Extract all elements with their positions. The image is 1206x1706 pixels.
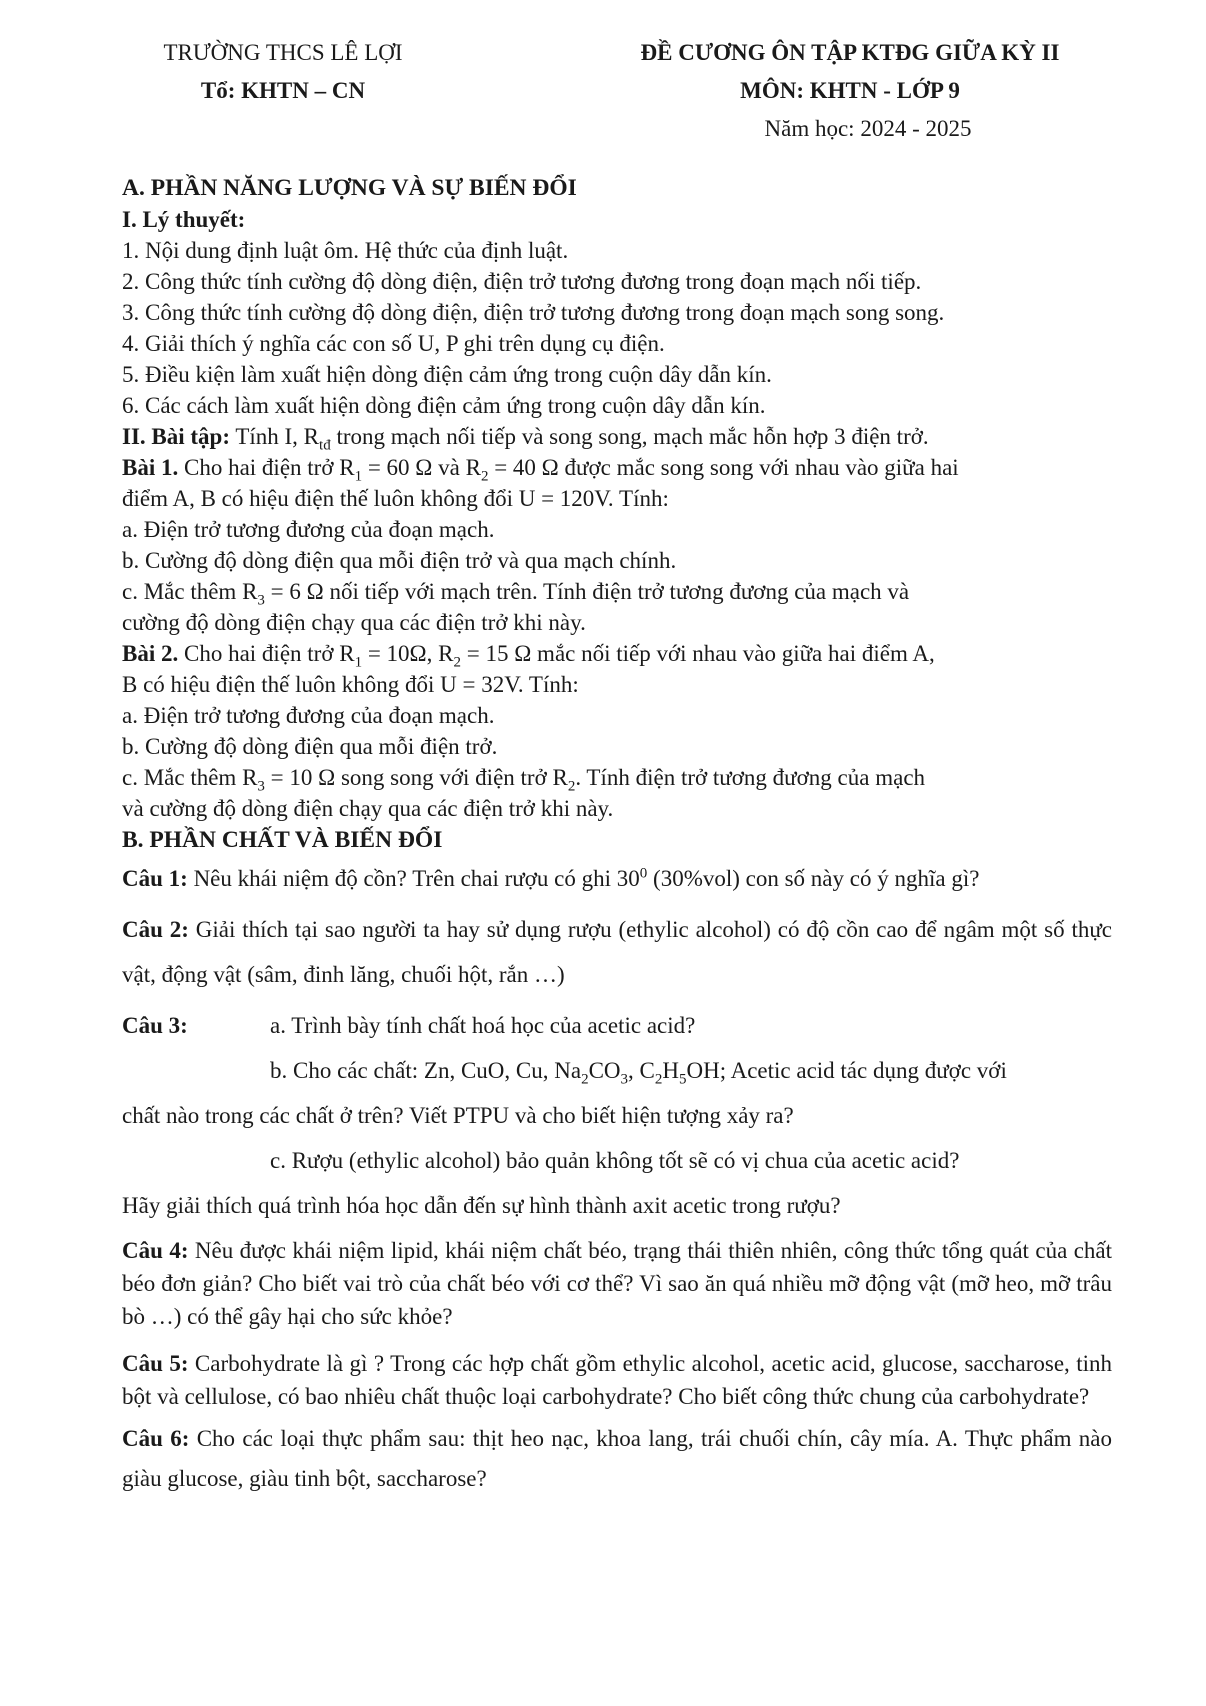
bai1-a: a. Điện trở tương đương của đoạn mạch. [122,517,495,542]
cau1 [122,856,1112,901]
subject-line: MÔN: KHTN - LỚP 9 [740,78,960,103]
exercise-intro-text-2: trong mạch nối tiếp và song song, mạch mắc hỗn hợp 3 điện trở. [330,424,929,449]
bai1-c-text: = 6 Ω nối tiếp với mạch trên. Tính điện trở tương đương của mạch và [264,579,910,604]
bai2-text: = 15 Ω mắc nối tiếp với nhau vào giữa hai điểm A, [460,641,935,666]
theory-item-4: 4. Giải thích ý nghĩa các con số U, P ghi trên dụng cụ điện. [122,331,665,356]
part-b [122,824,1112,1499]
cau3-c-line2: Hãy giải thích quá trình hóa học dẫn đến sự hình thành axit acetic trong rượu? [122,1193,841,1218]
cau2-text: Giải thích tại sao người ta hay sử dụng rượu (ethylic alcohol) có độ cồn cao để ngâm một số thực vật, động vật (sâm, đinh lăng, chuối hột, rắn …) [122,917,1113,987]
subscript: 1 [354,468,363,485]
bai2-c [122,762,1112,793]
exercise-heading: II. Bài tập: [122,424,230,449]
cau6-label: Câu 6: [122,1426,190,1451]
subscript: 2 [453,654,461,671]
bai2-line2: B có hiệu điện thế luôn không đổi U = 32V. Tính: [122,672,579,697]
cau6-text: Cho các loại thực phẩm sau: thịt heo nạc, khoa lang, trái chuối chín, cây mía. A. Thực phẩm nào giàu glucose, giàu tinh bột, saccharose? [122,1426,1113,1491]
cau3-a-text: a. Trình bày tính chất hoá học của acetic acid? [270,1013,696,1038]
superscript: 0 [639,865,648,882]
cau1-text: (30%vol) con số này có ý nghĩa gì? [647,866,980,891]
theory-item-5: 5. Điều kiện làm xuất hiện dòng điện cảm ứng trong cuộn dây dẫn kín. [122,362,772,387]
header-right [570,34,1130,148]
cau3-c: c. Rượu (ethylic alcohol) bảo quản không tốt sẽ có vị chua của acetic acid? [270,1148,960,1173]
school-year: Năm học: 2024 - 2025 [764,116,972,141]
cau3-b-text: H [662,1058,679,1083]
cau3-b-text: CO [588,1058,621,1083]
bai2-text: Cho hai điện trở R [178,641,355,666]
bai2-text: = 10Ω, R [362,641,454,666]
bai2-c-text: . Tính điện trở tương đương của mạch [575,765,926,790]
cau4-text: Nêu được khái niệm lipid, khái niệm chất béo, trạng thái thiên nhiên, công thức tổng quát của chất béo đơn giản? Cho biết vai trò của chất béo với cơ thể? Vì sao ăn quá nhiều mỡ động vật (mỡ heo, mỡ trâu bò …) có thể gây hại cho sức khỏe? [122,1238,1112,1329]
subscript: 3 [620,1071,629,1088]
exercise-intro-text: Tính I, R [230,424,320,449]
cau3-b [122,1048,1112,1093]
subscript: 5 [679,1071,687,1088]
subscript: 2 [581,1071,589,1088]
bai1-text: = 60 Ω và R [362,455,481,480]
bai2-c-line2: và cường độ dòng điện chạy qua các điện trở khi này. [122,796,614,821]
document-title: ĐỀ CƯƠNG ÔN TẬP KTĐG GIỮA KỲ II [640,40,1060,65]
bai2-line1 [122,638,1112,669]
cau6 [122,1419,1112,1499]
cau1-text: Nêu khái niệm độ cồn? Trên chai rượu có ghi 30 [187,866,640,891]
subscript: 3 [257,592,265,609]
cau5-label: Câu 5: [122,1351,189,1376]
subscript: 2 [567,778,576,795]
bai2-label: Bài 2. [122,641,179,666]
cau5 [122,1347,1112,1413]
bai1-c-line2: cường độ dòng điện chạy qua các điện trở khi này. [122,610,586,635]
subscript: 1 [354,654,363,671]
department: Tổ: KHTN – CN [200,78,366,103]
bai1-c [122,576,1112,607]
subscript: 3 [257,778,265,795]
bai1-c-text: c. Mắc thêm R [122,579,258,604]
cau5-text: Carbohydrate là gì ? Trong các hợp chất gồm ethylic alcohol, acetic acid, glucose, saccharose, tinh bột và cellulose, có bao nhiêu chất thuộc loại carbohydrate? Cho biết công thức chung của carbohydrate? [122,1351,1112,1409]
bai1-label: Bài 1. [122,455,179,480]
theory-item-2: 2. Công thức tính cường độ dòng điện, điện trở tương đương trong đoạn mạch nối tiếp. [122,269,922,294]
bai2-c-text: c. Mắc thêm R [122,765,258,790]
subscript: 2 [654,1071,663,1088]
theory-item-1: 1. Nội dung định luật ôm. Hệ thức của định luật. [122,238,569,263]
part-a-heading: A. PHẦN NĂNG LƯỢNG VÀ SỰ BIẾN ĐỔI [122,175,577,201]
cau3-label: Câu 3: [122,1013,188,1038]
bai1-text: Cho hai điện trở R [178,455,355,480]
cau3-b-text: b. Cho các chất: Zn, CuO, Cu, Na [270,1058,582,1083]
bai1-text: = 40 Ω được mắc song song với nhau vào giữa hai [488,455,959,480]
theory-item-3: 3. Công thức tính cường độ dòng điện, điện trở tương đương trong đoạn mạch song song. [122,300,945,325]
bai2-c-text: = 10 Ω song song với điện trở R [264,765,568,790]
exercise-intro [122,421,1112,452]
subscript: 2 [480,468,489,485]
cau2-label: Câu 2: [122,917,189,942]
cau4 [122,1234,1112,1333]
bai1-line2: điểm A, B có hiệu điện thế luôn không đổi U = 120V. Tính: [122,486,669,511]
bai1-b: b. Cường độ dòng điện qua mỗi điện trở và qua mạch chính. [122,548,677,573]
cau3-a [122,1003,1112,1048]
header-left [118,34,448,110]
cau3-b-text: OH; Acetic acid tác dụng được với [686,1058,1007,1083]
bai1-line1 [122,452,1112,483]
part-b-heading: B. PHẦN CHẤT VÀ BIẾN ĐỔI [122,827,443,853]
school-name: TRƯỜNG THCS LÊ LỢI [163,40,403,65]
cau4-label: Câu 4: [122,1238,189,1263]
theory-item-6: 6. Các cách làm xuất hiện dòng điện cảm ứng trong cuộn dây dẫn kín. [122,393,766,418]
subscript: tđ [319,437,331,454]
bai2-b: b. Cường độ dòng điện qua mỗi điện trở. [122,734,498,759]
cau3-b-line2: chất nào trong các chất ở trên? Viết PTPU và cho biết hiện tượng xảy ra? [122,1103,794,1128]
theory-heading: I. Lý thuyết: [122,207,246,232]
document-body [122,172,1112,1499]
cau3-b-text: , C [628,1058,655,1083]
cau2 [122,907,1112,997]
bai2-a: a. Điện trở tương đương của đoạn mạch. [122,703,495,728]
cau1-label: Câu 1: [122,866,188,891]
